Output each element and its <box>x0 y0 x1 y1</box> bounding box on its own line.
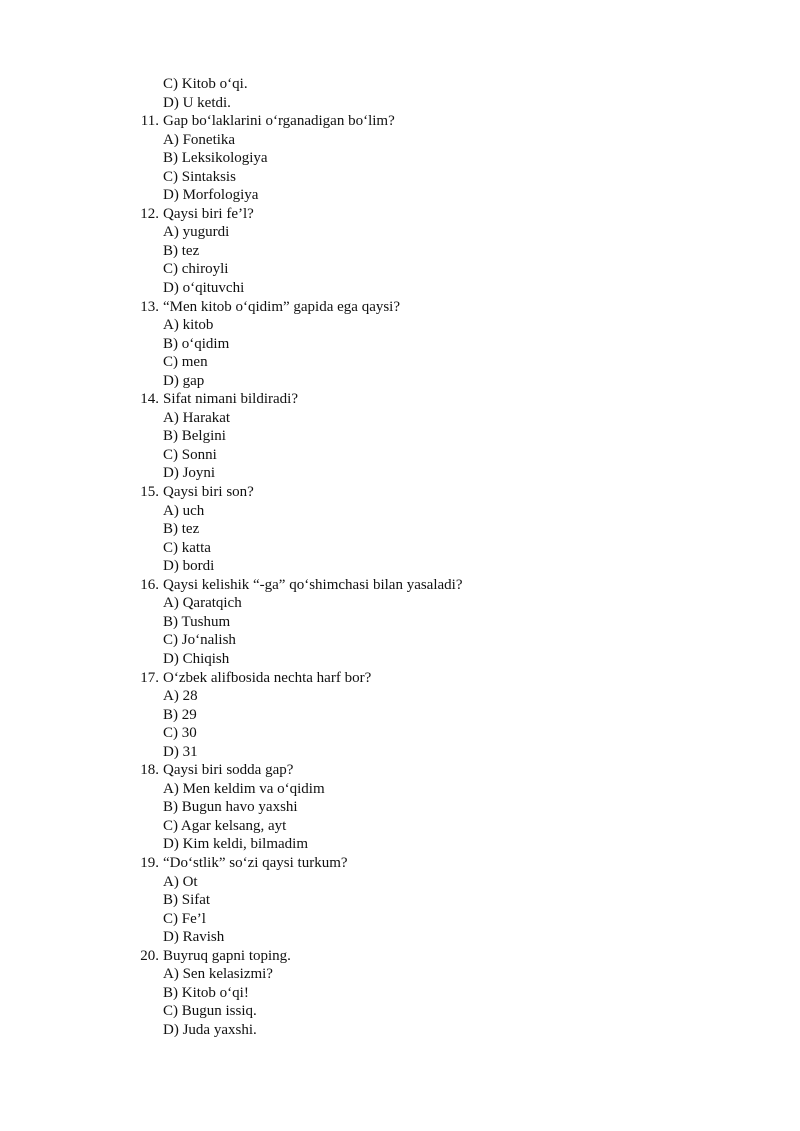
question-20 <box>0 947 800 966</box>
question-11 <box>0 112 800 131</box>
option: D) Juda yaxshi. <box>163 1021 257 1038</box>
question-number: 17. <box>140 669 159 686</box>
question-text: Qaysi biri son? <box>163 484 254 501</box>
question-number: 18. <box>140 762 159 779</box>
question-text: Sifat nimani bildiradi? <box>163 391 298 408</box>
option: B) tez <box>163 242 200 259</box>
option: D) bordi <box>163 558 215 575</box>
question-number: 19. <box>140 854 159 871</box>
option: A) Harakat <box>163 409 231 426</box>
option: D) Joyni <box>163 465 216 482</box>
option: A) Ot <box>163 873 198 890</box>
question-text: Buyruq gapni toping. <box>163 947 291 964</box>
option: A) Sen kelasizmi? <box>163 966 273 983</box>
option: D) 31 <box>163 743 198 760</box>
option: D) Ravish <box>163 929 225 946</box>
question-number: 15. <box>140 484 159 501</box>
option: D) gap <box>163 372 205 389</box>
option: D) o‘qituvchi <box>163 280 245 297</box>
option: A) Qaratqich <box>163 595 242 612</box>
option: B) Leksikologiya <box>163 150 268 167</box>
question-15 <box>0 483 800 502</box>
question-12 <box>0 205 800 224</box>
option: D) Morfologiya <box>163 187 259 204</box>
question-number: 14. <box>140 391 159 408</box>
option: B) Bugun havo yaxshi <box>163 799 298 816</box>
option: A) Fonetika <box>163 131 236 148</box>
question-19 <box>0 854 800 873</box>
question-list <box>0 75 800 1039</box>
question-number: 13. <box>140 298 159 315</box>
question-text: Qaysi kelishik “-ga” qo‘shimchasi bilan yasaladi? <box>163 576 463 593</box>
question-text: “Do‘stlik” so‘zi qaysi turkum? <box>163 854 348 871</box>
option: C) Kitob o‘qi. <box>163 76 248 92</box>
option: C) Bugun issiq. <box>163 1003 257 1020</box>
question-text: Qaysi biri sodda gap? <box>163 762 294 779</box>
option: A) kitob <box>163 317 214 334</box>
question-13 <box>0 298 800 317</box>
option: B) Tushum <box>163 613 231 630</box>
option: C) 30 <box>163 725 197 742</box>
option: A) uch <box>163 502 205 519</box>
question-text: Qaysi biri fe’l? <box>163 205 254 222</box>
question-14 <box>0 390 800 409</box>
question-text: Gap bo‘laklarini o‘rganadigan bo‘lim? <box>163 113 395 130</box>
option: B) tez <box>163 521 200 538</box>
option: A) Men keldim va o‘qidim <box>163 780 325 797</box>
question-number: 12. <box>140 205 159 222</box>
question-18 <box>0 761 800 780</box>
option: C) chiroyli <box>163 261 229 278</box>
question-17 <box>0 669 800 688</box>
option: C) Jo‘nalish <box>163 632 236 649</box>
option: C) Sonni <box>163 446 217 463</box>
question-number: 11. <box>140 113 159 130</box>
option: C) Agar kelsang, ayt <box>163 817 287 834</box>
option: B) o‘qidim <box>163 335 230 352</box>
question-text: “Men kitob o‘qidim” gapida ega qaysi? <box>163 298 401 315</box>
option: A) yugurdi <box>163 224 230 241</box>
option: C) men <box>163 354 208 371</box>
option: A) 28 <box>163 688 198 705</box>
option: C) Fe’l <box>163 910 206 927</box>
question-text: O‘zbek alifbosida nechta harf bor? <box>163 669 372 686</box>
option: B) 29 <box>163 706 197 723</box>
option: C) Sintaksis <box>163 168 236 185</box>
option: B) Kitob o‘qi! <box>163 984 249 1001</box>
option: D) Chiqish <box>163 650 230 667</box>
option: B) Belgini <box>163 428 226 445</box>
question-number: 20. <box>140 947 159 964</box>
option: D) Kim keldi, bilmadim <box>163 836 308 853</box>
option: B) Sifat <box>163 892 211 909</box>
question-16 <box>0 576 800 595</box>
option: C) katta <box>163 539 211 556</box>
option: D) U ketdi. <box>163 94 231 111</box>
question-number: 16. <box>140 576 159 593</box>
